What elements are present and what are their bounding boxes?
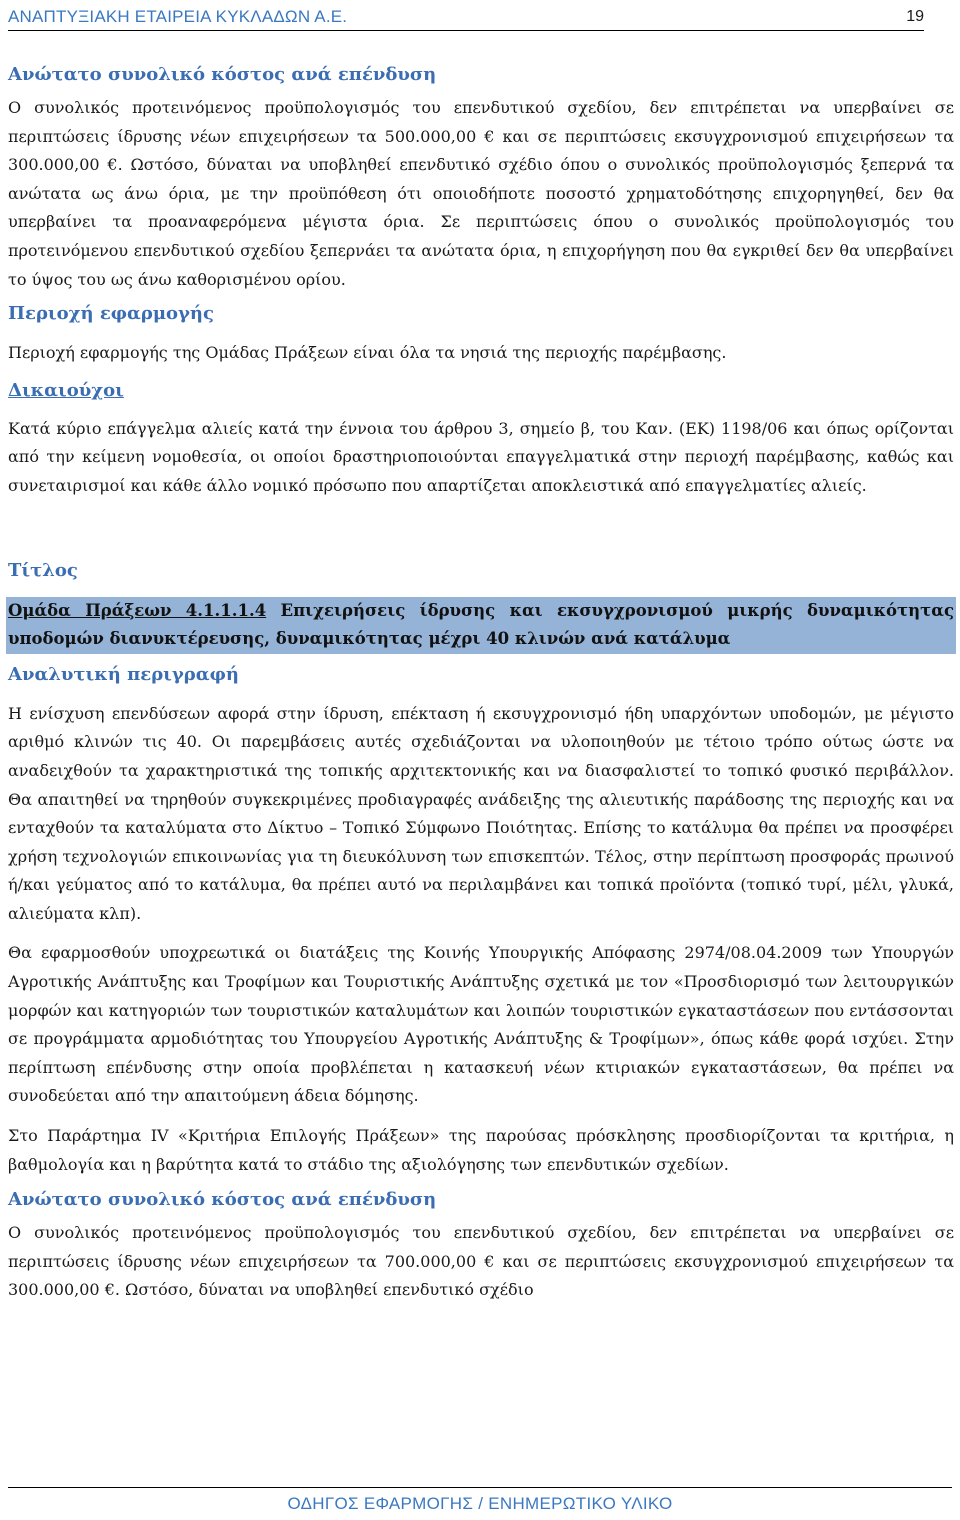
paragraph-description-2: Θα εφαρμοσθούν υποχρεωτικά οι διατάξεις της Κοινής Υπουργικής Απόφασης 2974/08.04.2009 των Υπουργών Αγροτικής Ανάπτυξης και Τροφίμων και Τουριστικής Ανάπτυξης σχετικά με τον «Προσδιορισμό των λειτουργικών μορφών και κατηγοριών των τουριστικών καταλυμάτων και λοιπών τουριστικών εγκαταστάσεων που εντάσσονται σε προγράμματα αρμοδιότητας του Υπουργείου Αγροτικής Ανάπτυξης & Τροφίμων», όπως κάθε φορά ισχύει. Στην περίπτωση επένδυσης στην οποία προβλέπεται η κατασκευή νέων κτιριακών εγκαταστάσεων, θα πρέπει να συνοδεύεται από την απαιτούμενη άδεια δόμησης. <box>8 943 954 1106</box>
header-company-name: ΑΝΑΠΤΥΞΙΑΚΗ ΕΤΑΙΡΕΙΑ ΚΥΚΛΑΔΩΝ Α.Ε. <box>8 7 348 26</box>
paragraph-max-cost: Ο συνολικός προτεινόμενος προϋπολογισμός του επενδυτικού σχεδίου, δεν επιτρέπεται να υπερβαίνει σε περιπτώσεις ίδρυσης νέων επιχειρήσεων τα 500.000,00 € και σε περιπτώσεις εκσυγχρονισμού επιχειρήσεων τα 300.000,00 €. Ωστόσο, δύναται να υποβληθεί επενδυτικό σχέδιο όπου ο συνολικός προϋπολογισμός ξεπερνά τα ανώτατα ως άνω όρια, με την προϋπόθεση ότι οποιοδήποτε ποσοστό χρηματοδότησης επιχορηγηθεί, δεν θα υπερβαίνει τα προαναφερόμενα μέγιστα όρια. Σε περιπτώσεις όπου ο συνολικός προϋπολογισμός του προτεινόμενου επενδυτικού σχεδίου ξεπερνάει τα ανώτατα όρια, η επιχορήγηση που θα εγκριθεί δεν θα υπερβαίνει το ύψος του ως άνω καθορισμένου ορίου. <box>8 98 954 289</box>
heading-beneficiaries: Δικαιούχοι <box>8 379 124 401</box>
page-footer <box>8 1487 952 1520</box>
action-group-code: Ομάδα Πράξεων 4.1.1.1.4 <box>8 600 267 620</box>
paragraph-application-area: Περιοχή εφαρμογής της Ομάδας Πράξεων είναι όλα τα νησιά της περιοχής παρέμβασης. <box>8 343 727 363</box>
action-group-title <box>8 597 954 654</box>
paragraph-description-1: Η ενίσχυση επενδύσεων αφορά στην ίδρυση, επέκταση ή εκσυγχρονισμό ήδη υπαρχόντων υποδομών, με μέγιστο αριθμό κλινών τις 40. Οι παρεμβάσεις αυτές σχεδιάζονται να υλοποιηθούν με τέτοιο τρόπο ούτως ώστε να αναδειχθούν τα χαρακτηριστικά της τοπικής αρχιτεκτονικής και να διασφαλιστεί το τοπικό φυσικό περιβάλλον. Θα απαιτηθεί να τηρηθούν συγκεκριμένες προδιαγραφές ανάδειξης της αλιευτικής παράδοσης της περιοχής και να ενταχθούν τα καταλύματα στο Δίκτυο – Τοπικό Σύμφωνο Ποιότητας. Επίσης το κατάλυμα θα πρέπει να προσφέρει χρήση τεχνολογιών επικοινωνίας για τη διευκόλυνση των επισκεπτών. Τέλος, στην περίπτωση προσφοράς πρωινού ή/και γεύματος από το κατάλυμα, θα πρέπει αυτό να περιλαμβάνει και τοπικά προϊόντα (τοπικό τυρί, μέλι, γλυκά, αλιεύματα κλπ). <box>8 703 954 923</box>
page-header <box>8 4 924 31</box>
paragraph-max-cost-2: Ο συνολικός προτεινόμενος προϋπολογισμός του επενδυτικού σχεδίου, δεν επιτρέπεται να υπερβαίνει σε περιπτώσεις ίδρυσης νέων επιχειρήσεων τα 700.000,00 € και σε περιπτώσεις εκσυγχρονισμού επιχειρήσεων τα 300.000,00 €. Ωστόσο, δύναται να υποβληθεί επενδυτικό σχέδιο <box>8 1223 954 1300</box>
heading-detailed-description: Αναλυτική περιγραφή <box>8 663 239 685</box>
paragraph-beneficiaries: Κατά κύριο επάγγελμα αλιείς κατά την έννοια του άρθρου 3, σημείο β, του Καν. (ΕΚ) 1198/06 και όπως ορίζονται από την κείμενη νομοθεσία, οι οποίοι δραστηριοποιούνται επαγγελματικά στην περιοχή παρέμβασης, καθώς και συνεταιρισμοί και κάθε άλλο νομικό πρόσωπο που απαρτίζεται αποκλειστικά από επαγγελματίες αλιείς. <box>8 418 954 495</box>
heading-max-cost-2: Ανώτατο συνολικό κόστος ανά επένδυση <box>8 1189 437 1211</box>
action-group-name: Επιχειρήσεις ίδρυσης και εκσυγχρονισμού μικρής δυναμικότητας υποδομών διανυκτέρευσης, δυναμικότητας μέχρι 40 κλινών ανά κατάλυμα <box>8 600 954 649</box>
page-number: 19 <box>906 8 924 25</box>
document-body <box>8 60 954 1305</box>
action-group-title-band <box>6 597 956 654</box>
heading-title: Τίτλος <box>8 559 78 581</box>
footer-text: ΟΔΗΓΟΣ ΕΦΑΡΜΟΓΗΣ / ΕΝΗΜΕΡΩΤΙΚΟ ΥΛΙΚΟ <box>287 1494 673 1513</box>
heading-max-cost: Ανώτατο συνολικό κόστος ανά επένδυση <box>8 64 437 85</box>
heading-application-area: Περιοχή εφαρμογής <box>8 303 214 325</box>
paragraph-description-3: Στο Παράρτημα IV «Κριτήρια Επιλογής Πράξεων» της παρούσας πρόσκλησης προσδιορίζονται τα κριτήρια, η βαθμολογία και η βαρύτητα κατά το στάδιο της αξιολόγησης των επενδυτικών σχεδίων. <box>8 1126 954 1174</box>
